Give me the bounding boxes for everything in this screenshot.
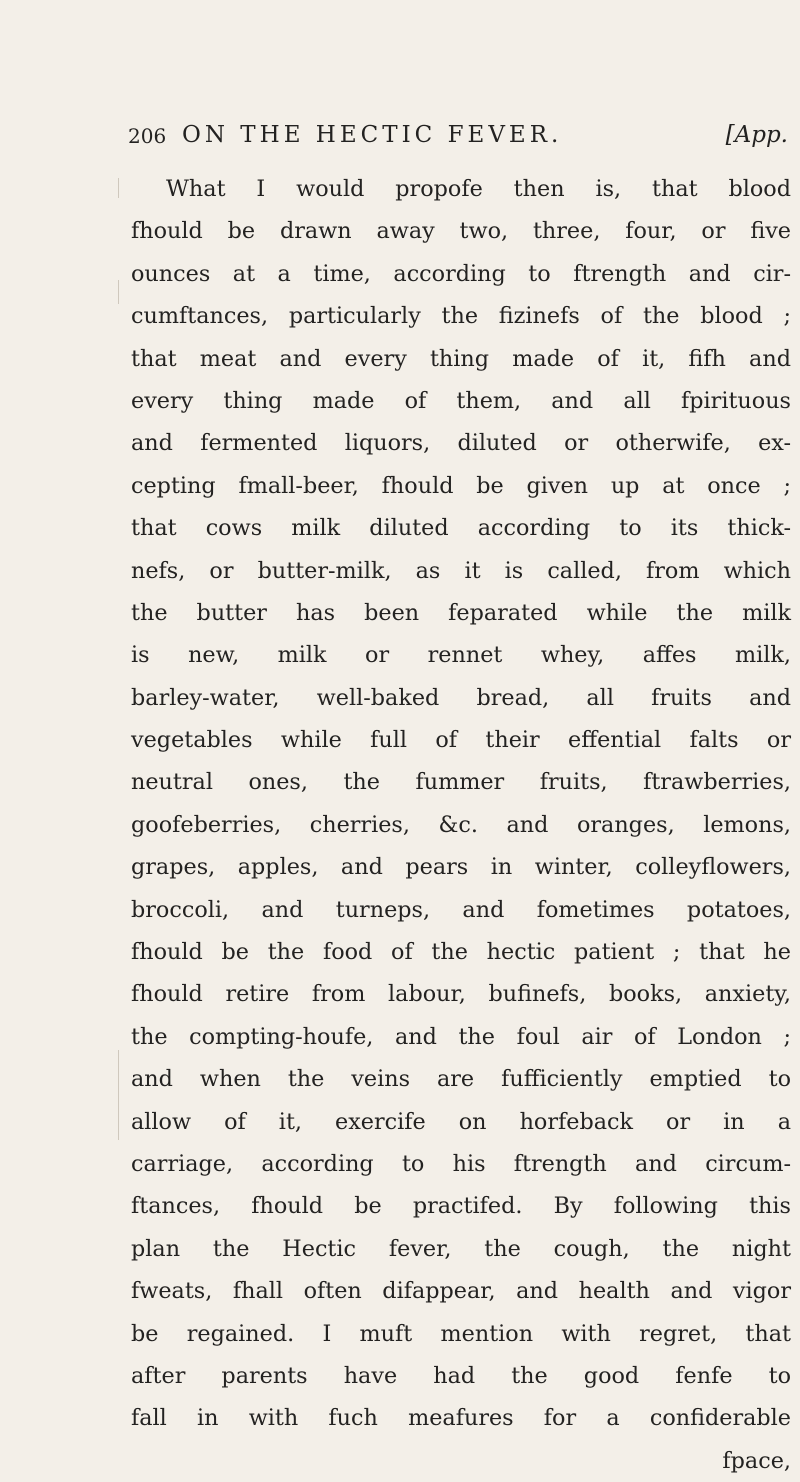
text-line: cumftances, particularly the fizinefs of the blood ; (131, 303, 791, 330)
body-text (131, 168, 791, 1482)
text-line: the compting-houfe, and the foul air of London ; (131, 1023, 791, 1050)
text-line: the butter has been feparated while the milk (131, 599, 791, 626)
text-line: barley-water, well-baked bread, all fruits and (131, 684, 791, 711)
text-line: cepting fmall-beer, fhould be given up at once ; (131, 472, 791, 499)
text-line: every thing made of them, and all fpirituous (131, 387, 791, 414)
text-line: broccoli, and turneps, and fometimes potatoes, (131, 896, 791, 923)
text-line: fhould retire from labour, bufinefs, books, anxiety, (131, 981, 791, 1008)
text-line: fhould be drawn away two, three, four, or five (131, 218, 791, 245)
paper-mark (118, 280, 119, 304)
text-line: ftances, fhould be practifed. By following this (131, 1193, 791, 1220)
text-line: after parents have had the good fenfe to (131, 1362, 791, 1389)
text-line: vegetables while full of their effential falts or (131, 727, 791, 754)
text-line: and fermented liquors, diluted or otherwife, ex- (131, 430, 791, 457)
section-label: [App. (725, 122, 788, 148)
text-line: is new, milk or rennet whey, affes milk, (131, 642, 791, 669)
page-number: 206 (128, 124, 167, 148)
text-line: grapes, apples, and pears in winter, colleyflowers, (131, 854, 791, 881)
text-line: What I would propofe then is, that blood (166, 176, 791, 202)
text-line: be regained. I muft mention with regret, that (131, 1320, 791, 1347)
text-line: carriage, according to his ftrength and circum- (131, 1150, 791, 1177)
text-line: fhould be the food of the hectic patient ; that he (131, 939, 791, 966)
text-line: fweats, fhall often difappear, and health and vigor (131, 1278, 791, 1305)
catchword: fpace, (722, 1447, 791, 1474)
text-line: ounces at a time, according to ftrength and cir- (131, 260, 791, 287)
text-line: goofeberries, cherries, &c. and oranges, lemons, (131, 811, 791, 838)
text-line: plan the Hectic fever, the cough, the night (131, 1235, 791, 1262)
running-title: ON THE HECTIC FEVER. (182, 122, 563, 148)
text-line: that cows milk diluted according to its thick- (131, 515, 791, 542)
text-line: nefs, or butter-milk, as it is called, from which (131, 557, 791, 584)
text-line: neutral ones, the fummer fruits, ftrawberries, (131, 769, 791, 796)
text-line: that meat and every thing made of it, fifh and (131, 345, 791, 372)
text-line: fall in with fuch meafures for a confiderable (131, 1405, 791, 1432)
text-line: allow of it, exercife on horfeback or in a (131, 1108, 791, 1135)
page-header (128, 122, 788, 152)
paper-mark (118, 1050, 119, 1140)
text-line: and when the veins are fufficiently emptied to (131, 1066, 791, 1093)
paper-mark (118, 178, 119, 198)
